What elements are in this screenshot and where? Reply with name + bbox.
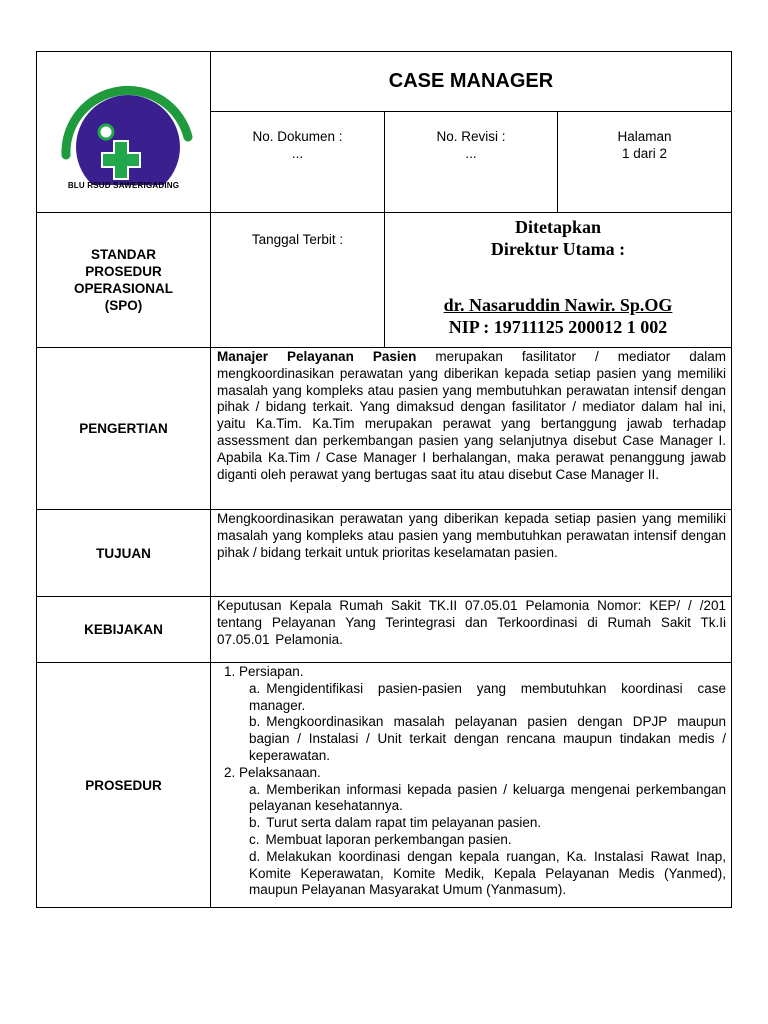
step-title: 1. Persiapan. [239,664,304,679]
prosedur-content-cell [210,662,732,908]
signer-name: dr. Nasaruddin Nawir. Sp.OG [443,295,673,315]
kebijakan-text: Keputusan Kepala Rumah Sakit TK.II 07.05.01 Pelamonia Nomor: KEP/ / /201 tentang Pelayanan Yang Terintegrasi dan Terkoordinasi di Rumah Sakit Tk.Ii 07.05.01 Pelamonia. [217,598,726,647]
spo-line-1: STANDAR [91,247,156,262]
dokumen-label: No. Dokumen : [252,129,343,144]
item-text: Turut serta dalam rapat tim pelayanan pasien. [266,815,542,831]
approval-cell [384,212,732,348]
revisi-value: ... [465,146,477,161]
direktur-text: Direktur Utama : [490,239,626,259]
logo-dot [99,125,113,139]
item-text: Memberikan informasi kepada pasien / keluarga mengenai perkembangan pelayanan kesehatannya. [249,781,726,814]
item-index: a. [249,680,261,696]
pengertian-content-cell [210,347,732,510]
item-index: b. [249,714,261,730]
dokumen-value: ... [291,146,304,161]
item-text: Melakukan koordinasi dengan kepala ruangan, Ka. Instalasi Rawat Inap, Komite Keperawatan, Komite Medik, Kepala Pelayanan Medis (Yanmed), maupun Pelayanan Masyarakat Umum (Yanmasum). [249,848,726,898]
item-text: Mengkoordinasikan masalah pelayanan pasien dengan DPJP maupun bagian / Instalasi / Unit terkait dengan rencana maupun tindakan medis / keperawatan. [249,714,726,763]
prosedur-steps [217,664,726,899]
tujuan-label-cell [36,509,211,597]
tujuan-content-cell [210,509,732,597]
item-index: b. [249,815,261,831]
halaman-cell [557,111,732,213]
halaman-label: Halaman [617,129,672,144]
prosedur-label: PROSEDUR [85,777,162,793]
title-cell [210,51,732,112]
pengertian-term: Manajer Pelayanan Pasien [217,349,417,364]
item-text: Membuat laporan perkembangan pasien. [265,831,512,847]
item-text: Mengidentifikasi pasien-pasien yang membutuhkan koordinasi case manager. [249,680,726,713]
tujuan-text: Mengkoordinasikan perawatan yang diberikan kepada setiap pasien yang memiliki masalah yang kompleks atau pasien yang membutuhkan perawatan intensif dengan pihak / bidang terkait untuk prioritas keselamatan pasien. [217,511,726,560]
list-item [249,832,726,849]
prosedur-label-cell [36,662,211,908]
tanggal-cell [210,212,385,348]
item-index: c. [249,831,260,847]
document-title: CASE MANAGER [388,70,554,92]
dokumen-cell [210,111,385,213]
ditetapkan-text: Ditetapkan [514,217,601,237]
signer-nip: NIP : 19711125 200012 1 002 [448,317,668,337]
hospital-logo [44,75,204,185]
tanggal-label: Tanggal Terbit : [251,232,344,247]
item-index: a. [249,781,261,797]
step-pelaksanaan [239,765,726,899]
spo-document [36,51,732,908]
kebijakan-content-cell [210,596,732,663]
list-item [249,681,726,715]
kebijakan-label: KEBIJAKAN [84,622,163,637]
kebijakan-label-cell [36,596,211,663]
list-item [249,714,726,764]
spo-line-3: OPERASIONAL [73,281,173,296]
step-persiapan [239,664,726,765]
pengertian-text [217,349,726,483]
pengertian-label-cell [36,347,211,510]
item-index: d. [249,848,261,864]
halaman-value: 1 dari 2 [621,146,668,161]
revisi-cell [384,111,558,213]
list-item [249,815,726,832]
step-title: 2. Pelaksanaan. [239,764,321,780]
pengertian-label: PENGERTIAN [79,421,168,436]
spo-cell [36,212,211,348]
spo-line-4: (SPO) [104,298,143,313]
logo-cell [36,51,211,213]
logo-caption: BLU RSUD SAWERIGADING [67,180,180,190]
list-item [249,782,726,816]
tujuan-label: TUJUAN [96,545,151,561]
pengertian-body: merupakan fasilitator / mediator dalam mengkoordinasikan perawatan yang diberikan kepada setiap pasien yang memiliki masalah yang kompleks atau pasien yang membutuhkan perawatan intensif dengan pihak / bidang terkait. Yang dimaksud dengan fasilitator / mediator dalam hal ini, yaitu Ka.Tim. Ka.Tim merupakan perawat yang bertanggung jawab terhadap assessment dan perkembangan pasien yang selanjutnya disebut Case Manager I. Apabila Ka.Tim / Case Manager I berhalangan, maka perawat penanggung jawab diganti oleh perawat yang bertugas saat itu atau disebut Case Manager II. [217,349,726,482]
list-item [249,849,726,899]
revisi-label: No. Revisi : [436,129,506,144]
spo-line-2: PROSEDUR [85,264,162,279]
